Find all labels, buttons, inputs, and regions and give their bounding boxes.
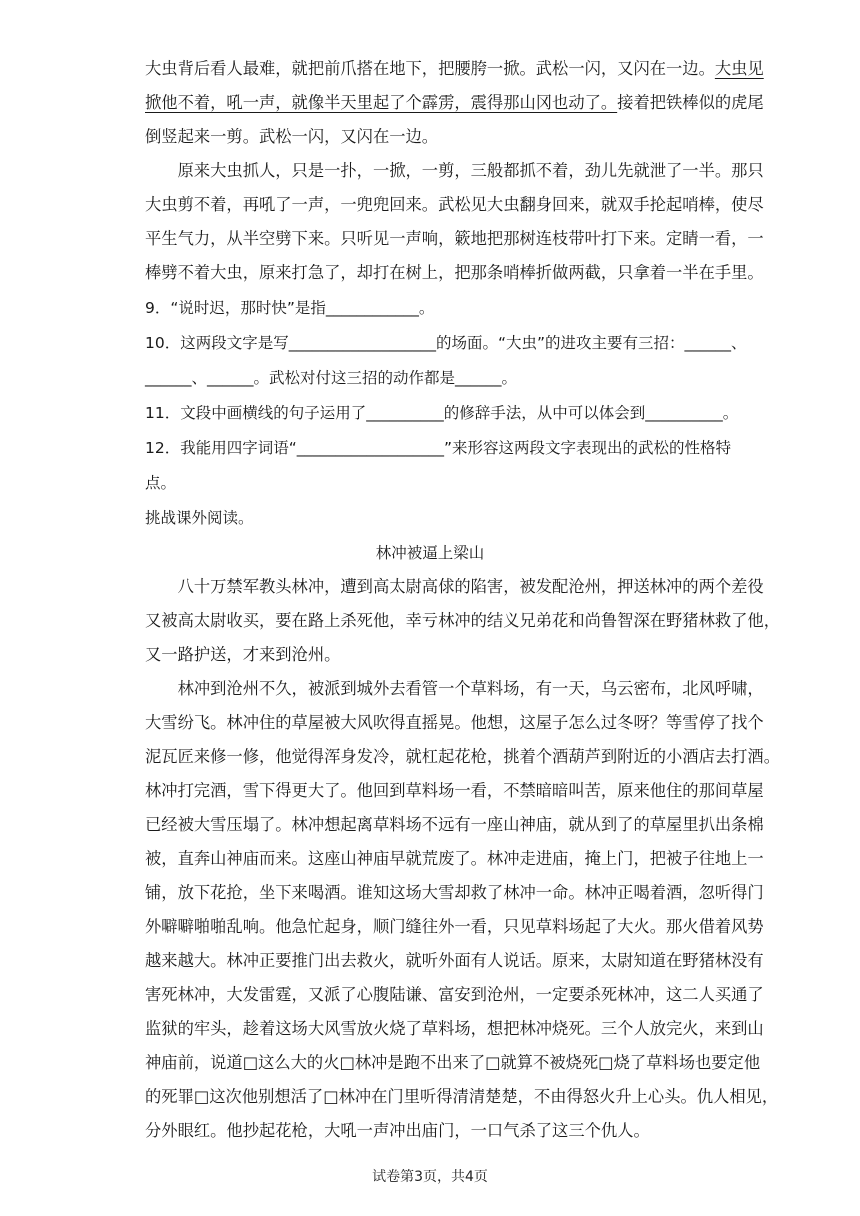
question-12: 12．我能用四字词语“___________________”来形容这两段文字表现出的武松的性格特 xyxy=(145,439,732,457)
story-line: 大雪纷飞。林冲住的草屋被大风吹得直摇晃。他想，这屋子怎么过冬呀？等雪停了找个 xyxy=(145,713,764,732)
underlined-sentence: 掀他不着，吼一声，就像半天里起了个霹雳，震得那山冈也动了。 xyxy=(145,93,618,112)
question-10: 10．这两段文字是写___________________的场面。“大虫”的进攻主要有三招：______、 xyxy=(145,334,747,352)
story-line: 又一路护送，才来到沧州。 xyxy=(145,645,341,664)
passage1-line xyxy=(145,92,764,114)
story-line: 害死林冲，大发雷霆，又派了心腹陆谦、富安到沧州，一定要杀死林冲，这二人买通了 xyxy=(145,985,764,1004)
story-line: 已经被大雪压塌了。林冲想起离草料场不远有一座山神庙，就从到了的草屋里扒出条棉 xyxy=(145,815,764,834)
story-line: 外噼噼啪啪乱响。他急忙起身，顺门缝往外一看，只见草料场起了大火。那火借着风势 xyxy=(145,917,764,936)
story-line: 铺，放下花抢，坐下来喝酒。谁知这场大雪却救了林冲一命。林冲正喝着酒，忽听得门 xyxy=(145,883,764,902)
passage1-line: 平生气力，从半空劈下来。只听见一声响，簌地把那树连枝带叶打下来。定睛一看，一 xyxy=(145,229,764,248)
question-11: 11．文段中画横线的句子运用了__________的修辞手法，从中可以体会到__________。 xyxy=(145,404,739,422)
story-line: 又被高太尉收买，要在路上杀死他，幸亏林冲的结义兄弟花和尚鲁智深在野猪林救了他， xyxy=(145,611,780,630)
story-line: 神庙前，说道□这么大的火□林冲是跑不出来了□就算不被烧死□烧了草料场也要定他 xyxy=(145,1053,761,1072)
question-12-cont: 点。 xyxy=(145,474,177,492)
story-line: 被，直奔山神庙而来。这座山神庙早就荒废了。林冲走进庙，掩上门，把被子往地上一 xyxy=(145,849,764,868)
underlined-sentence: 大虫见 xyxy=(714,59,764,78)
page-footer: 试卷第3页，共4页 xyxy=(372,1169,488,1185)
passage1-line: 倒竖起来一剪。武松一闪，又闪在一边。 xyxy=(145,127,439,146)
passage1-line: 棒劈不着大虫，原来打急了，却打在树上，把那条哨棒折做两截，只拿着一半在手里。 xyxy=(145,263,764,282)
story-line: 林冲到沧州不久，被派到城外去看管一个草料场，有一天，乌云密布，北风呼啸， xyxy=(145,679,764,698)
story-line: 监狱的牢头，趁着这场大风雪放火烧了草料场，想把林冲烧死。三个人放完火，来到山 xyxy=(145,1019,764,1038)
story-line: 林冲打完酒，雪下得更大了。他回到草料场一看，不禁暗暗叫苦，原来他住的那间草屋 xyxy=(145,781,764,800)
story-line: 泥瓦匠来修一修，他觉得浑身发冷，就杠起花枪，挑着个酒葫芦到附近的小酒店去打酒。 xyxy=(145,747,780,766)
passage1-line xyxy=(145,58,764,80)
story-body xyxy=(145,576,780,1142)
story-title: 林冲被逼上梁山 xyxy=(375,544,485,562)
story-line: 越来越大。林冲正要推门出去救火，就听外面有人说话。原来，太尉知道在野猪林没有 xyxy=(145,951,764,970)
story-line: 分外眼红。他抄起花枪，大吼一声冲出庙门，一口气杀了这三个仇人。 xyxy=(145,1121,650,1140)
passage1-line: 大虫剪不着，再吼了一声，一兜兜回来。武松见大虫翻身回来，就双手抡起哨棒，使尽 xyxy=(145,195,764,214)
challenge-label: 挑战课外阅读。 xyxy=(145,509,254,527)
question-9: 9．“说时迟，那时快”是指____________。 xyxy=(145,299,435,317)
text-span: 大虫背后看人最难，就把前爪搭在地下，把腰胯一掀。武松一闪，又闪在一边。 xyxy=(145,59,715,78)
exam-page xyxy=(145,58,780,1142)
story-line: 八十万禁军教头林冲，遭到高太尉高俅的陷害，被发配沧州，押送林冲的两个差役 xyxy=(145,577,764,596)
passage1-line: 原来大虫抓人，只是一扑，一掀，一剪，三般都抓不着，劲儿先就泄了一半。那只 xyxy=(145,161,764,180)
story-line: 的死罪□这次他别想活了□林冲在门里听得清清楚楚，不由得怒火升上心头。仇人相见， xyxy=(145,1087,779,1106)
text-span: 接着把铁棒似的虎尾 xyxy=(617,93,764,112)
question-10-cont: ______、______。武松对付这三招的动作都是______。 xyxy=(145,369,518,387)
